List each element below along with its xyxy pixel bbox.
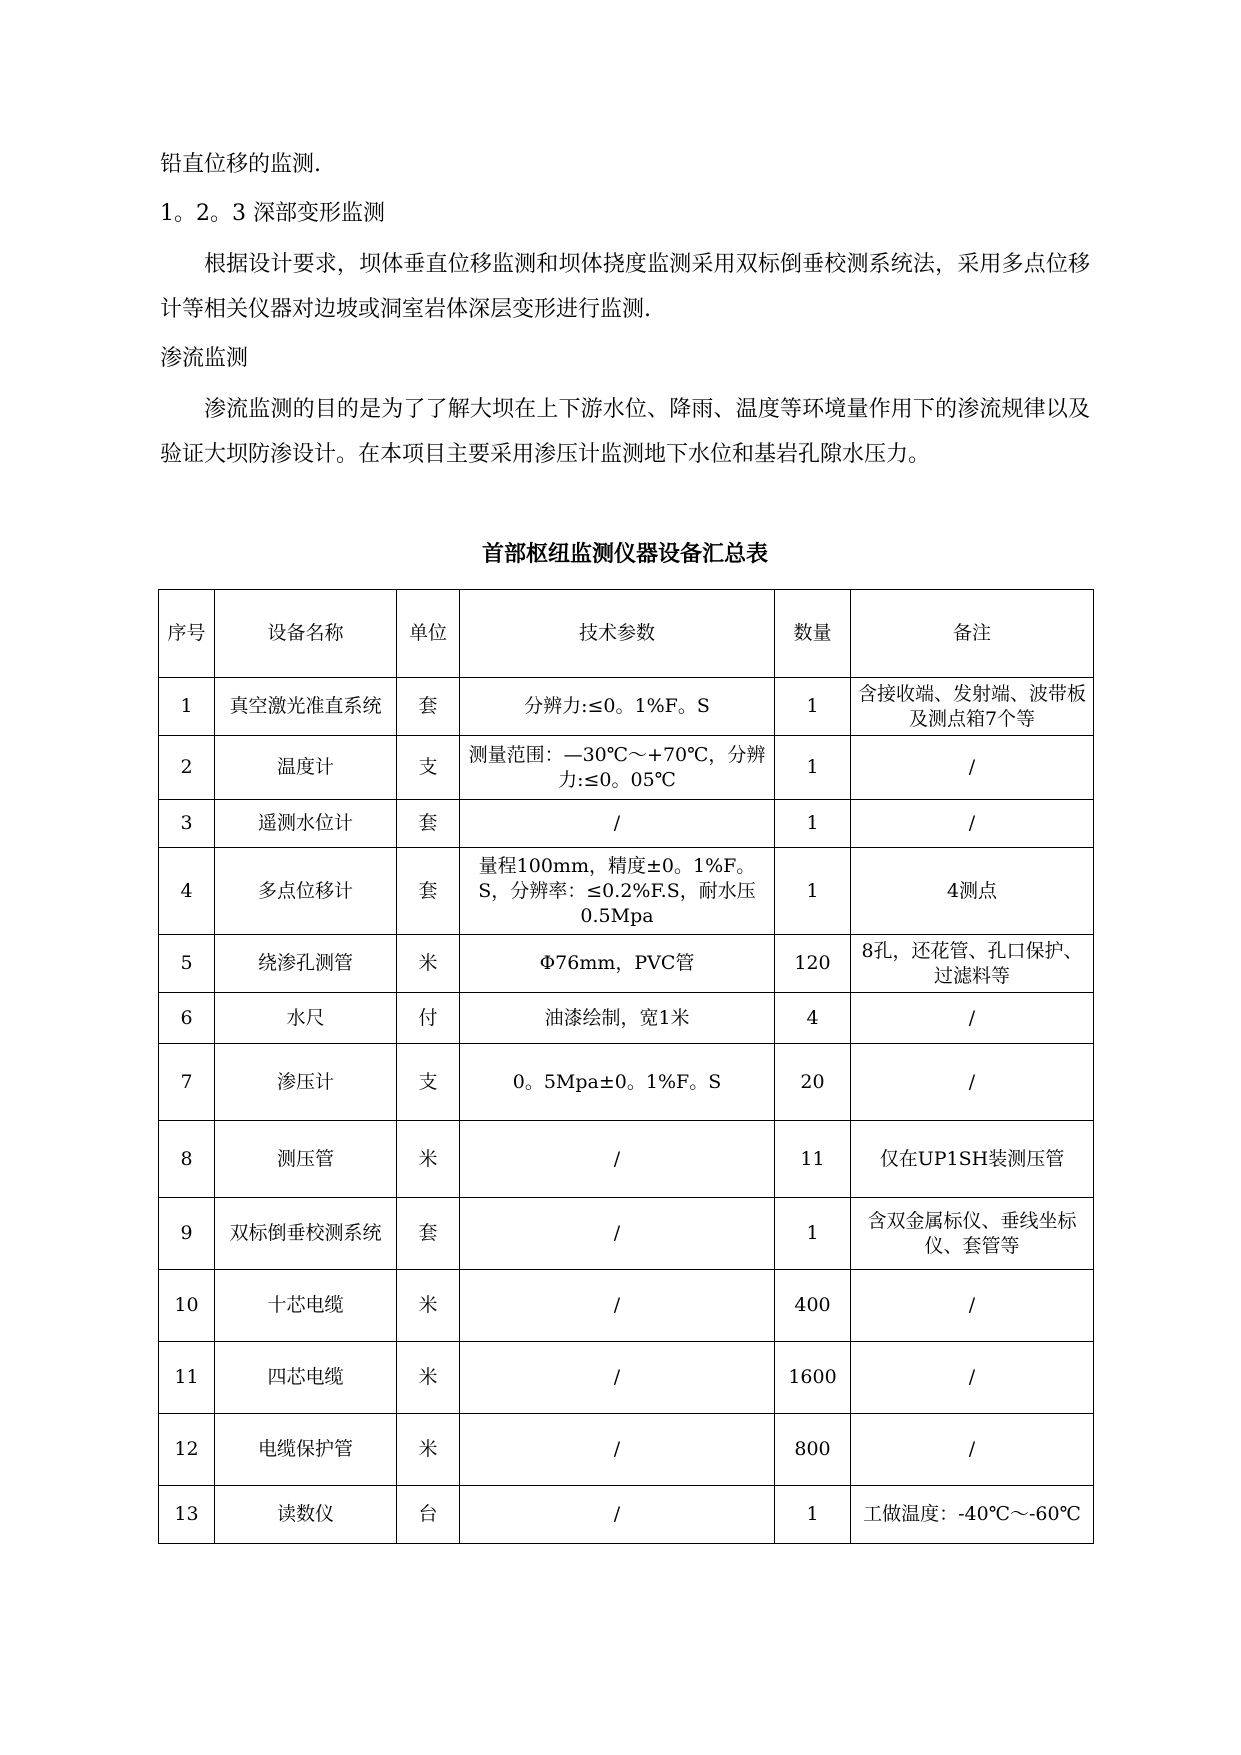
cell-qty: 1600 xyxy=(775,1342,851,1414)
cell-qty: 400 xyxy=(775,1270,851,1342)
header-qty: 数量 xyxy=(775,590,851,678)
cell-unit: 套 xyxy=(397,678,460,736)
cell-name: 渗压计 xyxy=(215,1044,397,1121)
cell-qty: 20 xyxy=(775,1044,851,1121)
cell-note: / xyxy=(851,1414,1094,1486)
table-row xyxy=(159,800,1094,848)
section-heading-deep-deformation: 1。2。3 深部变形监测 xyxy=(160,201,385,226)
table-row xyxy=(159,678,1094,736)
cell-unit: 米 xyxy=(397,1414,460,1486)
cell-note: 含接收端、发射端、波带板及测点箱7个等 xyxy=(851,678,1094,736)
table-row xyxy=(159,848,1094,935)
cell-note: / xyxy=(851,736,1094,800)
cell-params: / xyxy=(460,1198,775,1270)
cell-unit: 台 xyxy=(397,1486,460,1544)
cell-unit: 支 xyxy=(397,736,460,800)
cell-unit: 套 xyxy=(397,800,460,848)
cell-qty: 1 xyxy=(775,1198,851,1270)
cell-no: 8 xyxy=(159,1121,215,1198)
table-row xyxy=(159,1414,1094,1486)
section-heading-seepage: 渗流监测 xyxy=(160,346,249,371)
cell-qty: 120 xyxy=(775,935,851,993)
table-row xyxy=(159,1486,1094,1544)
cell-params: 油漆绘制，宽1米 xyxy=(460,993,775,1044)
cell-note: / xyxy=(851,800,1094,848)
cell-note: 工做温度：-40℃～-60℃ xyxy=(851,1486,1094,1544)
cell-params: 分辨力:≤0。1%F。S xyxy=(460,678,775,736)
cell-unit: 米 xyxy=(397,1342,460,1414)
cell-params: 测量范围：—30℃～+70℃，分辨力:≤0。05℃ xyxy=(460,736,775,800)
cell-note: / xyxy=(851,1044,1094,1121)
cell-params: / xyxy=(460,1414,775,1486)
cell-qty: 1 xyxy=(775,800,851,848)
cell-qty: 1 xyxy=(775,1486,851,1544)
cell-no: 2 xyxy=(159,736,215,800)
cell-qty: 800 xyxy=(775,1414,851,1486)
cell-params: 量程100mm，精度±0。1%F。S，分辨率：≤0.2%F.S，耐水压0.5Mpa xyxy=(460,848,775,935)
cell-note: / xyxy=(851,1270,1094,1342)
equipment-table xyxy=(158,589,1094,1544)
header-unit: 单位 xyxy=(397,590,460,678)
cell-no: 1 xyxy=(159,678,215,736)
cell-name: 水尺 xyxy=(215,993,397,1044)
cell-note: / xyxy=(851,1342,1094,1414)
cell-params: / xyxy=(460,1342,775,1414)
table-row xyxy=(159,1121,1094,1198)
cell-unit: 米 xyxy=(397,935,460,993)
cell-params: 0。5Mpa±0。1%F。S xyxy=(460,1044,775,1121)
cell-note: / xyxy=(851,993,1094,1044)
cell-unit: 套 xyxy=(397,848,460,935)
cell-qty: 4 xyxy=(775,993,851,1044)
table-row xyxy=(159,1270,1094,1342)
cell-qty: 1 xyxy=(775,848,851,935)
cell-unit: 米 xyxy=(397,1270,460,1342)
cell-note: 8孔，还花管、孔口保护、过滤料等 xyxy=(851,935,1094,993)
cell-name: 多点位移计 xyxy=(215,848,397,935)
cell-qty: 11 xyxy=(775,1121,851,1198)
paragraph-deep-deformation: 根据设计要求，坝体垂直位移监测和坝体挠度监测采用双标倒垂校测系统法，采用多点位移计等相关仪器对边坡或洞室岩体深层变形进行监测. xyxy=(160,252,1090,322)
table-row xyxy=(159,993,1094,1044)
cell-name: 双标倒垂校测系统 xyxy=(215,1198,397,1270)
cell-note: 仅在UP1SH装测压管 xyxy=(851,1121,1094,1198)
cell-name: 真空激光准直系统 xyxy=(215,678,397,736)
cell-no: 4 xyxy=(159,848,215,935)
cell-no: 5 xyxy=(159,935,215,993)
cell-name: 读数仪 xyxy=(215,1486,397,1544)
cell-name: 绕渗孔测管 xyxy=(215,935,397,993)
cell-no: 7 xyxy=(159,1044,215,1121)
cell-params: / xyxy=(460,1270,775,1342)
cell-no: 11 xyxy=(159,1342,215,1414)
cell-note: 4测点 xyxy=(851,848,1094,935)
cell-no: 6 xyxy=(159,993,215,1044)
cell-qty: 1 xyxy=(775,678,851,736)
cell-note: 含双金属标仪、垂线坐标仪、套管等 xyxy=(851,1198,1094,1270)
table-row xyxy=(159,935,1094,993)
table-row xyxy=(159,736,1094,800)
cell-no: 9 xyxy=(159,1198,215,1270)
cell-params: / xyxy=(460,800,775,848)
cell-params: Φ76mm，PVC管 xyxy=(460,935,775,993)
cell-unit: 支 xyxy=(397,1044,460,1121)
cell-name: 十芯电缆 xyxy=(215,1270,397,1342)
cell-name: 电缆保护管 xyxy=(215,1414,397,1486)
paragraph-seepage: 渗流监测的目的是为了了解大坝在上下游水位、降雨、温度等环境量作用下的渗流规律以及验证大坝防渗设计。在本项目主要采用渗压计监测地下水位和基岩孔隙水压力。 xyxy=(160,397,1090,467)
cell-unit: 付 xyxy=(397,993,460,1044)
cell-name: 四芯电缆 xyxy=(215,1342,397,1414)
table-title: 首部枢纽监测仪器设备汇总表 xyxy=(481,542,768,567)
paragraph-fragment: 铅直位移的监测. xyxy=(160,152,321,177)
cell-no: 13 xyxy=(159,1486,215,1544)
cell-unit: 米 xyxy=(397,1121,460,1198)
header-note: 备注 xyxy=(851,590,1094,678)
table-row xyxy=(159,1198,1094,1270)
cell-params: / xyxy=(460,1121,775,1198)
cell-unit: 套 xyxy=(397,1198,460,1270)
header-params: 技术参数 xyxy=(460,590,775,678)
cell-name: 测压管 xyxy=(215,1121,397,1198)
cell-no: 12 xyxy=(159,1414,215,1486)
cell-no: 3 xyxy=(159,800,215,848)
cell-params: / xyxy=(460,1486,775,1544)
header-name: 设备名称 xyxy=(215,590,397,678)
table-row xyxy=(159,1044,1094,1121)
cell-name: 遥测水位计 xyxy=(215,800,397,848)
table-header-row xyxy=(159,590,1094,678)
table-row xyxy=(159,1342,1094,1414)
cell-no: 10 xyxy=(159,1270,215,1342)
header-no: 序号 xyxy=(159,590,215,678)
cell-qty: 1 xyxy=(775,736,851,800)
cell-name: 温度计 xyxy=(215,736,397,800)
